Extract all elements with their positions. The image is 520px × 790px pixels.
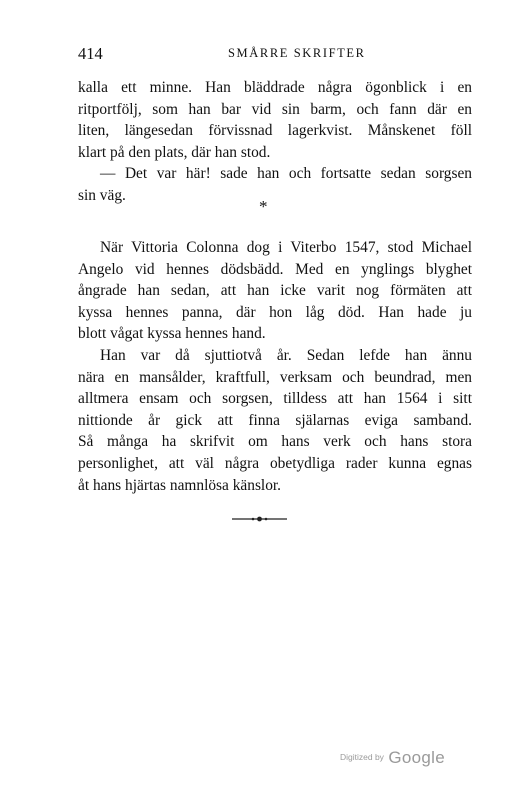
digitized-watermark xyxy=(340,748,445,768)
page-header xyxy=(78,44,470,64)
text-line: kyssa hennes panna, där hon låg död. Han hade ju xyxy=(78,303,472,321)
running-head: SMÅRRE SKRIFTER xyxy=(228,46,366,60)
text-line: Så många ha skrifvit om hans verk och hans stora xyxy=(78,433,472,451)
text-line: åt hans hjärtas namnlösa känslor. xyxy=(78,476,282,494)
text-line: klart på den plats, där han stod. xyxy=(78,143,271,161)
text-block-michelangelo xyxy=(78,237,472,496)
text-line: nittionde år gick att finna själarnas eviga samband. xyxy=(78,411,472,429)
text-line: kalla ett minne. Han bläddrade några ögonblick i en xyxy=(78,79,472,96)
section-separator: * xyxy=(259,197,268,216)
text-line: Angelo vid hennes dödsbädd. Med en ynglings blyghet xyxy=(78,260,472,278)
text-line: alltmera ensam och sorgsen, tilldess att han 1564 i sitt xyxy=(78,390,472,408)
text-line: Han var då sjuttiotvå år. Sedan lefde han ännu xyxy=(100,346,472,364)
text-line: ångrade han sedan, att han icke varit nog förmäten att xyxy=(78,282,472,300)
text-line: När Vittoria Colonna dog i Viterbo 1547, stod Michael xyxy=(100,239,472,256)
text-line: blott vågat kyssa hennes hand. xyxy=(78,325,266,343)
text-line: personlighet, att väl några obetydliga rader kunna egnas xyxy=(78,454,472,472)
text-line: sin väg. xyxy=(78,186,126,204)
end-ornament-icon xyxy=(232,515,287,523)
text-line: nära en mansålder, kraftfull, verksam och beundrad, men xyxy=(78,368,472,386)
text-block-continuation xyxy=(78,77,472,207)
page-number: 414 xyxy=(78,44,103,63)
text-line: ritportfölj, som han bar vid sin barm, och fann där en xyxy=(78,100,472,118)
text-line: liten, längesedan förvissnad lagerkvist. Månskenet föll xyxy=(78,122,472,140)
google-logo: Google xyxy=(388,748,446,767)
watermark-prefix: Digitized by xyxy=(340,752,384,762)
text-line: — Det var här! sade han och fortsatte sedan sorgsen xyxy=(100,165,472,183)
